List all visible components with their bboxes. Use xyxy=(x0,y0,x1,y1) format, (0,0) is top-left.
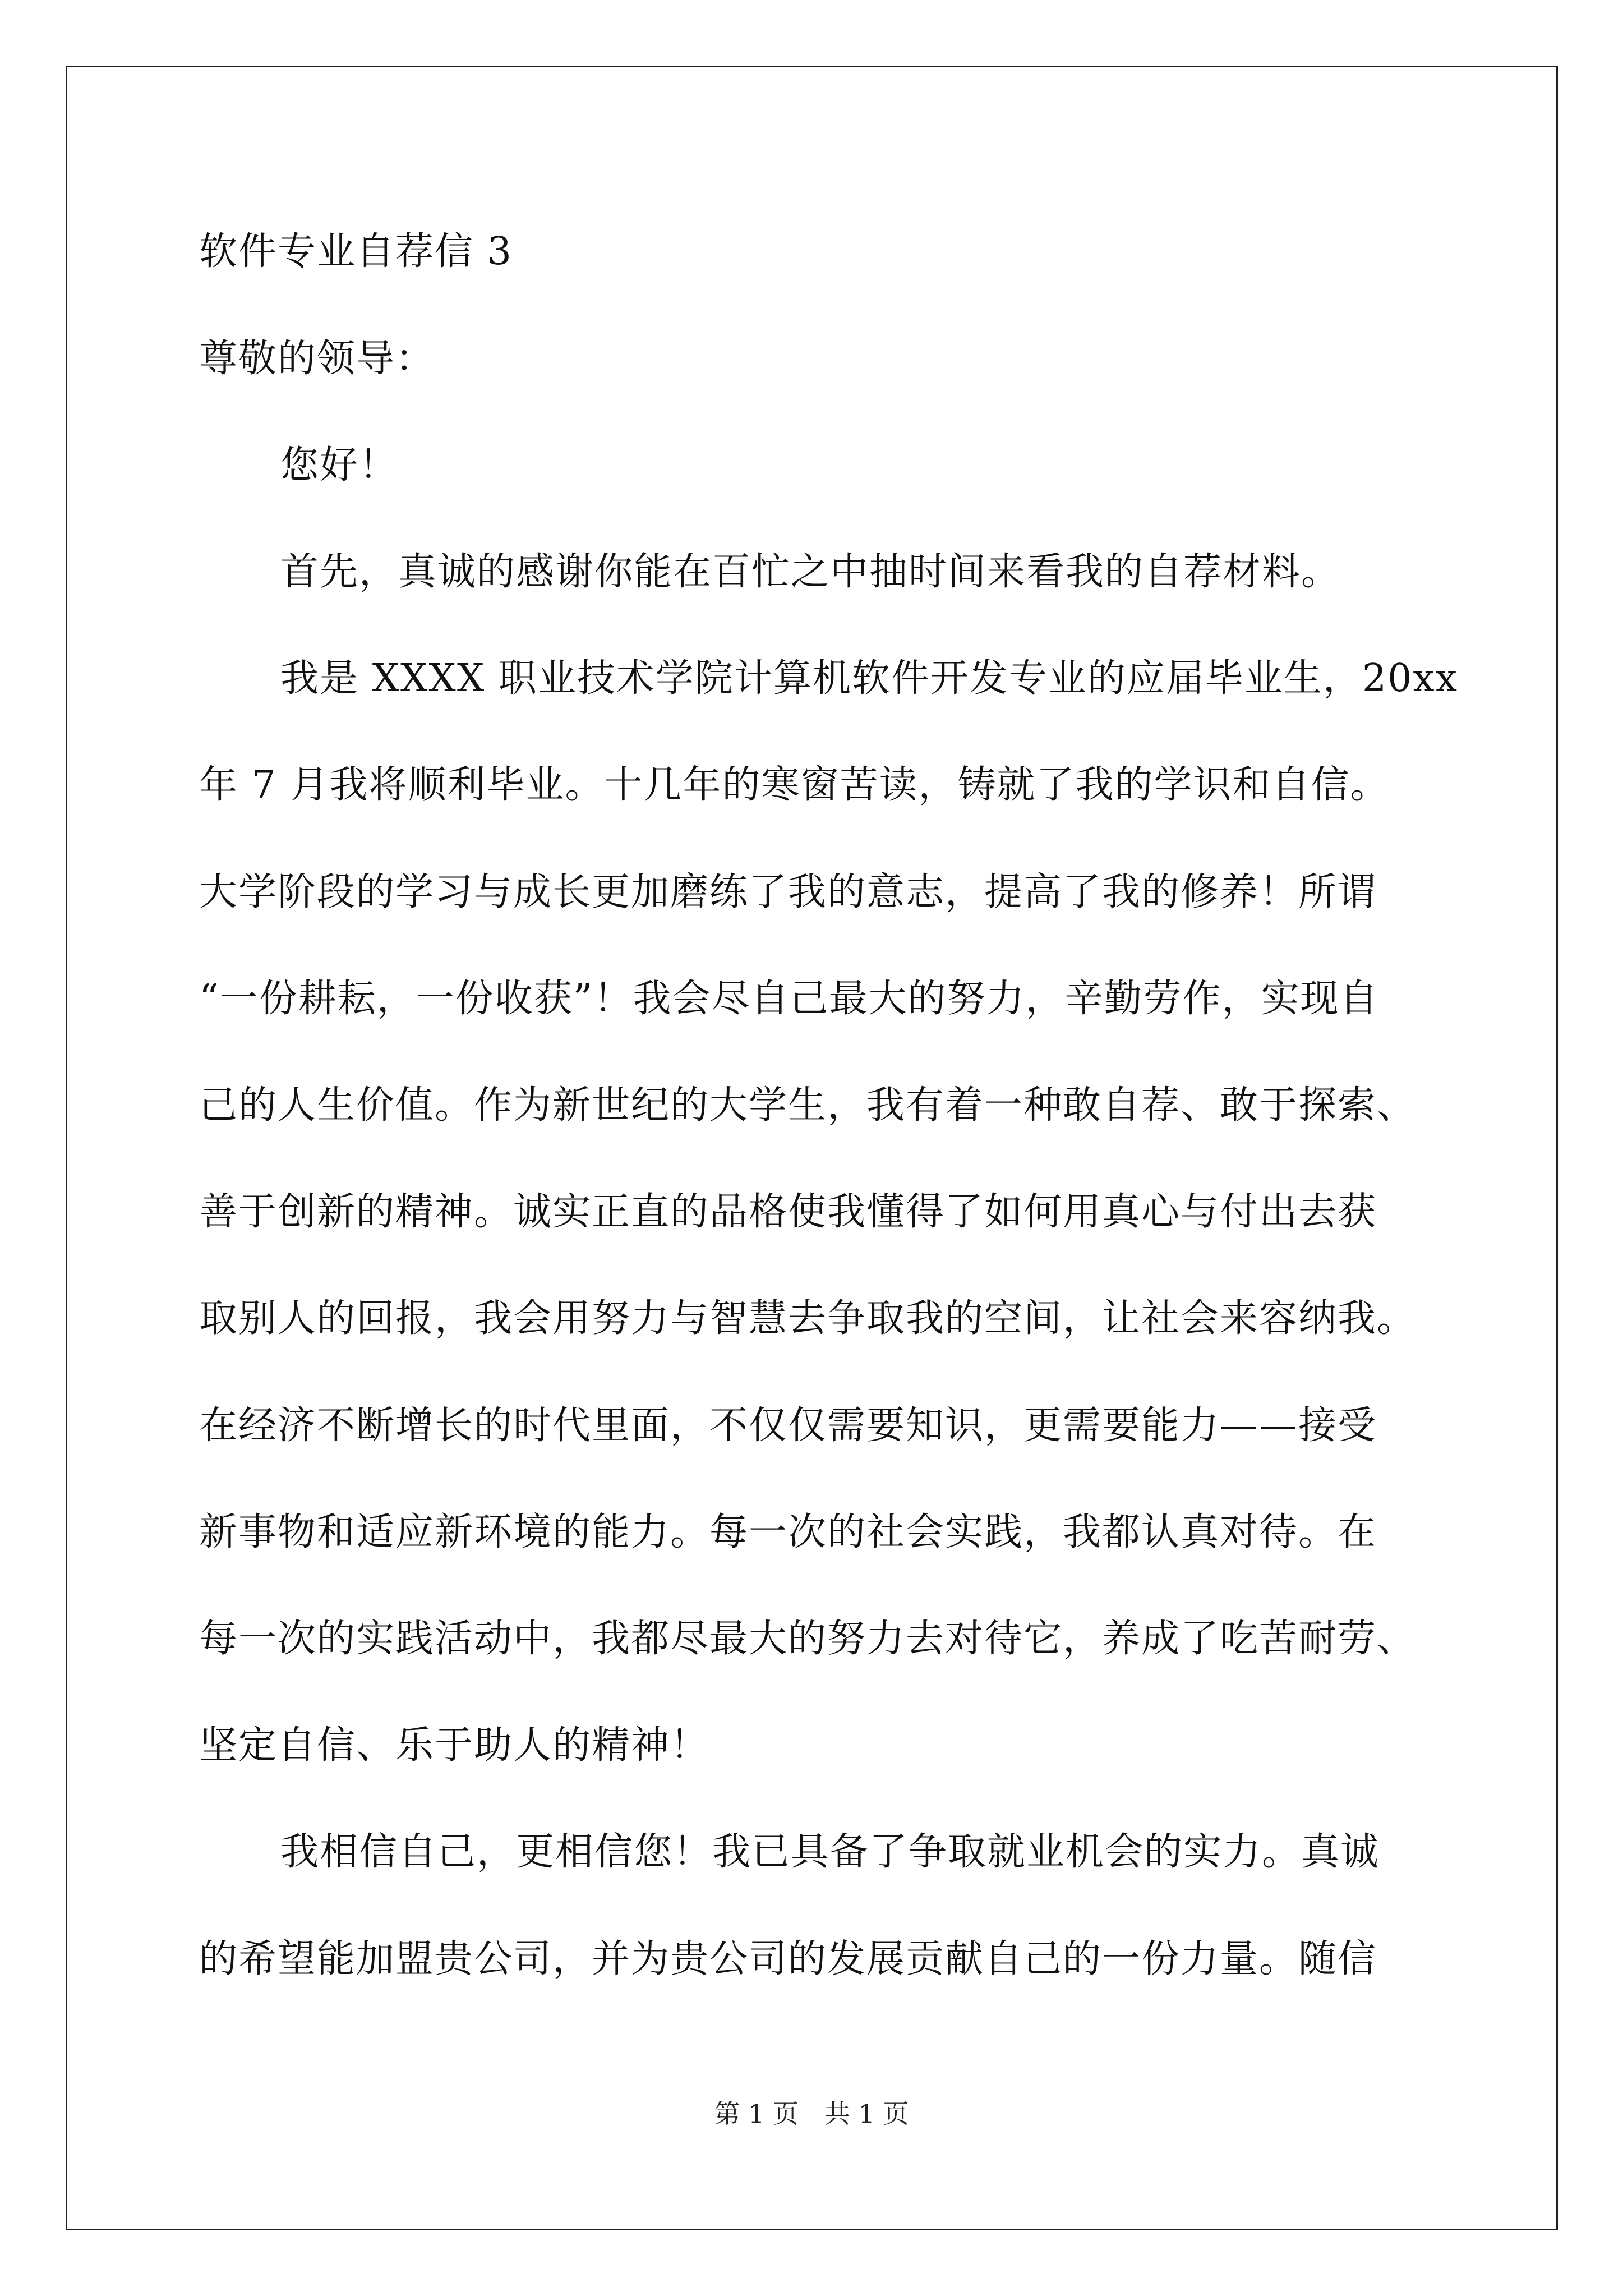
body-line: 的希望能加盟贵公司，并为贵公司的发展贡献自己的一份力量。随信 xyxy=(199,1937,1377,1981)
body-line: “一份耕耘，一份收获”！我会尽自己最大的努力，辛勤劳作，实现自 xyxy=(199,977,1379,1021)
body-line: 新事物和适应新环境的能力。每一次的社会实践，我都认真对待。在 xyxy=(199,1510,1377,1554)
body-line: 大学阶段的学习与成长更加磨练了我的意志，提高了我的修养！所谓 xyxy=(199,870,1377,914)
page-number: 第 1 页 共 1 页 xyxy=(714,2099,909,2129)
body-line: 在经济不断增长的时代里面，不仅仅需要知识，更需要能力——接受 xyxy=(199,1404,1377,1448)
body-line: 取别人的回报，我会用努力与智慧去争取我的空间，让社会来容纳我。 xyxy=(199,1296,1417,1341)
body-line: 我相信自己，更相信您！我已具备了争取就业机会的实力。真诚 xyxy=(280,1830,1380,1874)
greeting: 您好！ xyxy=(280,443,399,487)
body-line: 年 7 月我将顺利毕业。十几年的寒窗苦读，铸就了我的学识和自信。 xyxy=(199,763,1390,807)
document-title: 软件专业自荐信 3 xyxy=(199,229,513,274)
body-line: 坚定自信、乐于助人的精神！ xyxy=(199,1723,710,1768)
page-frame xyxy=(66,66,1558,2230)
body-line: 每一次的实践活动中，我都尽最大的努力去对待它，养成了吃苦耐劳、 xyxy=(199,1617,1417,1661)
body-line: 善于创新的精神。诚实正直的品格使我懂得了如何用真心与付出去获 xyxy=(199,1190,1377,1234)
body-line: 己的人生价值。作为新世纪的大学生，我有着一种敢自荐、敢于探索、 xyxy=(199,1083,1417,1128)
body-line: 首先，真诚的感谢你能在百忙之中抽时间来看我的自荐材料。 xyxy=(280,550,1341,594)
salutation: 尊敬的领导： xyxy=(199,337,435,381)
body-line: 我是 XXXX 职业技术学院计算机软件开发专业的应届毕业生，20xx xyxy=(280,656,1459,701)
